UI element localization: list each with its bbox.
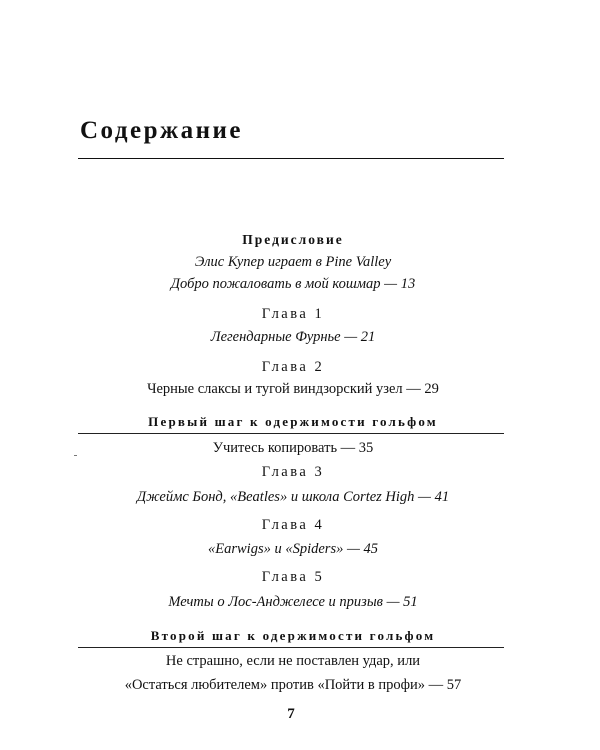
step-1-divider bbox=[78, 433, 504, 434]
page-number: 7 bbox=[287, 706, 295, 722]
chapter-2-entry: Черные слаксы и тугой виндзорский узел — 29 bbox=[147, 381, 439, 397]
preface-line-1: Элис Купер играет в Pine Valley bbox=[194, 254, 392, 270]
page-title: Содержание bbox=[80, 117, 244, 144]
title-divider bbox=[78, 158, 504, 159]
preface-heading: Предисловие bbox=[242, 232, 344, 247]
chapter-4-entry: «Earwigs» и «Spiders» — 45 bbox=[208, 541, 378, 557]
step-2-divider bbox=[78, 647, 504, 648]
step-2-heading: Второй шаг к одержимости гольфом bbox=[150, 628, 436, 643]
chapter-4-heading: Глава 4 bbox=[261, 517, 325, 533]
chapter-3-entry: Джеймс Бонд, «Beatles» и школа Cortez High — 41 bbox=[136, 489, 450, 505]
step-2-line-2: «Остаться любителем» против «Пойти в профи» — 57 bbox=[124, 677, 462, 693]
chapter-2-heading: Глава 2 bbox=[261, 359, 325, 375]
preface-line-2: Добро пожаловать в мой кошмар — 13 bbox=[170, 276, 416, 292]
chapter-5-entry: Мечты о Лос-Анджелесе и призыв — 51 bbox=[168, 594, 418, 610]
chapter-5-heading: Глава 5 bbox=[261, 569, 325, 585]
chapter-3-heading: Глава 3 bbox=[261, 464, 325, 480]
scan-speck bbox=[74, 455, 77, 456]
chapter-1-entry: Легендарные Фурнье — 21 bbox=[210, 329, 376, 345]
step-1-heading: Первый шаг к одержимости гольфом bbox=[148, 414, 438, 429]
step-1-entry: Учитесь копировать — 35 bbox=[212, 440, 374, 456]
chapter-1-heading: Глава 1 bbox=[261, 306, 325, 322]
step-2-line-1: Не страшно, если не поставлен удар, или bbox=[165, 653, 421, 669]
